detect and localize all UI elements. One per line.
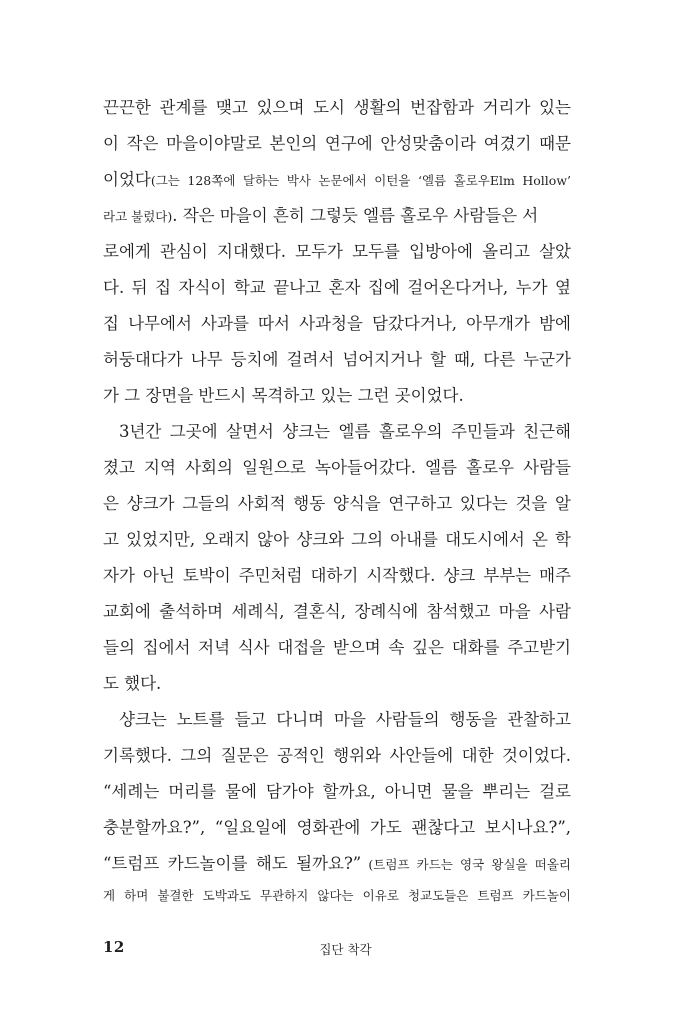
page-number: 12 — [103, 938, 125, 956]
text-line: 게 하며 불결한 도박과도 무관하지 않다는 이유로 청교도들은 트럼프 카드놀이 — [103, 888, 571, 903]
text-line: 고 있었지만, 오래지 않아 샹크와 그의 아내를 대도시에서 온 학 — [103, 530, 571, 549]
text-line: 집 나무에서 사과를 따서 사과청을 담갔다거나, 아무개가 밤에 — [103, 314, 571, 333]
parenthetical-note: 라고 불렀다) — [103, 209, 173, 224]
text-line: 기록했다. 그의 질문은 공적인 행위와 사안들에 대한 것이었다. — [103, 746, 571, 765]
text-fragment: 이었다 — [103, 170, 151, 189]
text-line: 다. 뒤 집 자식이 학교 끝나고 혼자 집에 걸어온다거나, 누가 옆 — [103, 278, 571, 297]
text-line: 충분할까요?”, “일요일에 영화관에 가도 괜찮다고 보시나요?”, — [103, 818, 571, 837]
text-line — [103, 168, 571, 193]
text-fragment: “트럼프 카드놀이를 해도 될까요?” — [103, 854, 362, 873]
paragraph-first-line: 3년간 그곳에 살면서 샹크는 엘름 홀로우의 주민들과 친근해 — [119, 422, 571, 441]
text-line: 교회에 출석하며 세례식, 결혼식, 장례식에 참석했고 마을 사람 — [103, 602, 571, 621]
text-line: 로에게 관심이 지대했다. 모두가 모두를 입방아에 올리고 살았 — [103, 242, 571, 261]
text-line: 졌고 지역 사회의 일원으로 녹아들어갔다. 엘름 홀로우 사람들 — [103, 458, 571, 477]
text-line: 들의 집에서 저녁 식사 대접을 받으며 속 깊은 대화를 주고받기 — [103, 638, 571, 657]
text-fragment: . 작은 마을이 흔히 그렇듯 엘름 홀로우 사람들은 서 — [172, 206, 539, 225]
text-line: 가 그 장면을 반드시 목격하고 있는 그런 곳이었다. — [103, 386, 464, 405]
text-line: 이 작은 마을이야말로 본인의 연구에 안성맞춤이라 여겼기 때문 — [103, 134, 571, 153]
parenthetical-note: (그는 128쪽에 달하는 박사 논문에서 이턴을 ‘엘름 홀로우Elm Hollow’ — [150, 173, 571, 188]
paragraph-first-line: 샹크는 노트를 들고 다니며 마을 사람들의 행동을 관찰하고 — [119, 710, 571, 729]
text-line: “세례는 머리를 물에 담가야 할까요, 아니면 물을 뿌리는 걸로 — [103, 782, 571, 801]
text-line: 자가 아닌 토박이 주민처럼 대하기 시작했다. 샹크 부부는 매주 — [103, 566, 571, 585]
text-line — [103, 852, 571, 877]
text-line: 도 했다. — [103, 674, 162, 693]
text-line: 허둥대다가 나무 등치에 걸려서 넘어지거나 할 때, 다른 누군가 — [103, 350, 571, 369]
text-line: 끈끈한 관계를 맺고 있으며 도시 생활의 번잡함과 거리가 있는 — [103, 98, 571, 117]
text-line — [103, 204, 571, 229]
text-line: 은 샹크가 그들의 사회적 행동 양식을 연구하고 있다는 것을 알 — [103, 494, 571, 513]
parenthetical-note: (트럼프 카드는 영국 왕실을 떠올리 — [361, 857, 571, 872]
running-footer-title: 집단 착각 — [319, 942, 372, 957]
